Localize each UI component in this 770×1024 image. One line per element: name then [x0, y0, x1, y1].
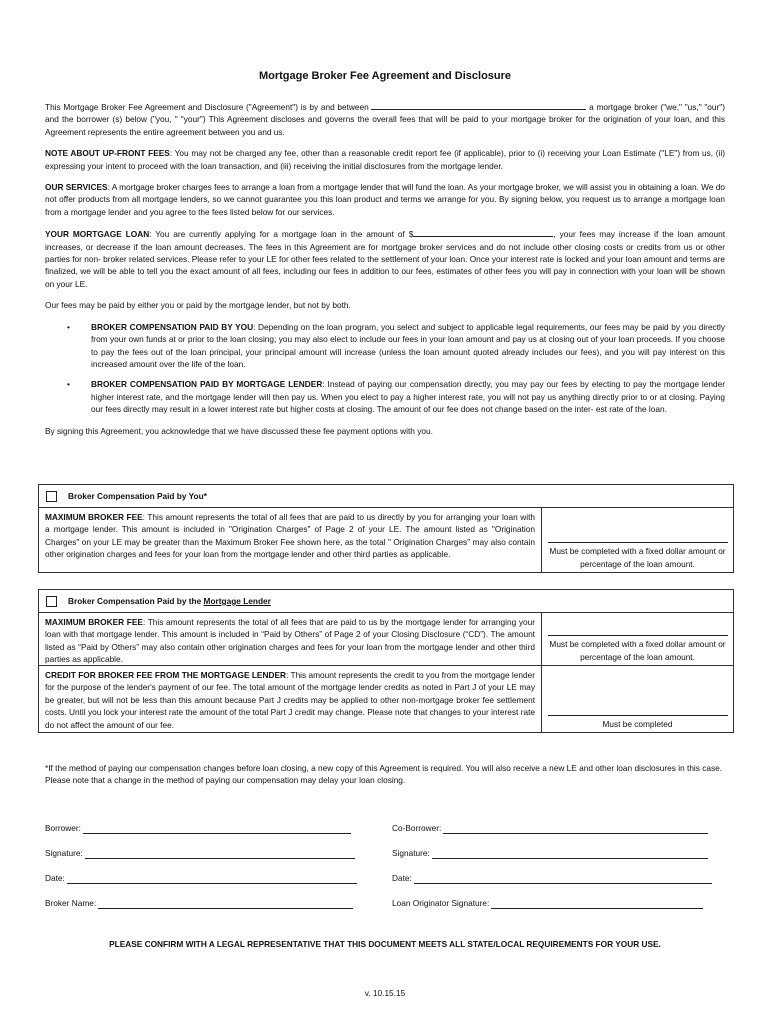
co-borrower-signature-field[interactable]: [432, 848, 708, 859]
table-row: [39, 666, 733, 732]
services-text: : A mortgage broker charges fees to arrange a loan from a mortgage lender that will fund the loan. As your mortgage broker, we will assist you in obtaining a loan. We do not offer products from all mortgage lenders, so we cannot guarantee you this loan product and terms we arrange for you. By signing below, you request us to arrange a mortgage loan from a mortgage lender and you agree to the fees listed below for our services.: [45, 182, 725, 217]
services-paragraph: [45, 181, 725, 218]
legal-confirm-notice: PLEASE CONFIRM WITH A LEGAL REPRESENTATIVE THAT THIS DOCUMENT MEETS ALL STATE/LOCAL REQUIREMENTS FOR YOUR USE.: [109, 939, 661, 949]
borrower-line: [45, 822, 351, 834]
paid-by-you-title: Broker Compensation Paid by You*: [68, 490, 207, 501]
upfront-fees-text: : You may not be charged any fee, other than a reasonable credit report fee (if applicable), prior to (i) receiving your Loan Estimate ("LE") from us, (ii) expressing your intent to proceed with the loan transaction, and (iii) receiving the initial disclosures from the mortgage lender.: [45, 148, 725, 171]
services-label: OUR SERVICES: [45, 182, 108, 193]
paid-by-lender-title-underlined: Mortgage Lender: [203, 595, 271, 606]
upfront-fees-label: NOTE ABOUT UP-FRONT FEES: [45, 148, 170, 159]
loan-label: YOUR MORTGAGE LOAN: [45, 229, 150, 240]
broker-credit-text: : This amount represents the credit to you from the mortgage lender for the purpose of the lender's payment of our fee. The total amount of the mortgage lender credits as noted in Part J of your LE may be greater, but will not be less than this amount because Part J credits may be applied to other non-mortgage broker fee settlement costs. Until you lock your interest rate the amount of the total Part J credit may change. Please note that changes to your interest rate do not affect the amount of our fee.: [45, 670, 535, 730]
paid-by-paragraph: Our fees may be paid by either you or paid by the mortgage lender, but not by both.: [45, 300, 351, 311]
signature-label: Signature:: [45, 848, 83, 858]
date-line-right: [392, 872, 712, 884]
paid-by-you-header: [39, 485, 733, 508]
fee-entry-note: Must be completed with a fixed dollar amount or percentage of the loan amount.: [549, 546, 726, 569]
lender-maximum-fee-cell: [39, 613, 542, 665]
intro-text-b: a mortgage broker ("we," "us," "our") and the borrower (s) below ("you, " "your") This Agreement discloses and governs the overall fees that will be paid to your mortgage broker for the origination of your loan, and this Agreement represents the entire agreement between you and us.: [45, 102, 725, 137]
broker-name-field[interactable]: [98, 898, 353, 909]
originator-signature-line: [392, 897, 703, 909]
co-borrower-date-field[interactable]: [414, 873, 712, 884]
intro-section: [45, 100, 725, 446]
bullet-icon: •: [67, 321, 70, 332]
loan-text-b: , your fees may increase if the loan amount increases, or decrease if the loan amount decreases. The fees in this Agreement are for mortgage broker services and do not include other closing costs or credits from us or other parties for non- broker related services. Please refer to your LE for other fees related to the settlement of your loan. Once your interest rate is locked and your loan amount and terms are finalized, we will be able to tell you the exact amount of all fees, including our fees in addition to our fees, estimates of other fees you will pay in connection with your loan will be shown on your LE.: [45, 229, 725, 289]
signature-line-left: [45, 847, 355, 859]
fee-entry-cell: [542, 508, 733, 572]
option-paid-by-lender-text: : Instead of paying our compensation directly, you may pay our fees by electing to pay the mortgage lender higher interest rate, and the mortgage lender will then pay us. When you elect to pay a higher interest rate, you will not pay us anything directly prior to or at closing. Paying our fees directly may result in a lower interest rate but higher costs at closing. The amount of our fee does not change based on the inter- est rate of the loan.: [91, 379, 725, 415]
version-label: v. 10.15.15: [364, 988, 406, 998]
acknowledge-paragraph: By signing this Agreement, you acknowledge that we have discussed these fee payment options with you.: [45, 425, 433, 436]
lender-fee-amount-field[interactable]: [548, 635, 728, 636]
checkbox-icon[interactable]: [46, 491, 57, 502]
maximum-broker-fee-text: : This amount represents the total of all fees that are paid to us directly by you for arranging your loan with a mortgage lender. This amount is included in "Origination Charges" of Page 2 of your LE. The amount listed as "Origination Charges" on your LE may be greater than the Maximum Broker Fee shown here, as the total " Origination Charges" may also contain other origination charges and fees for your loan from the mortgage lender and other third parties as applicable.: [45, 512, 535, 560]
paid-by-lender-header: [39, 590, 733, 613]
page-title: Mortgage Broker Fee Agreement and Disclosure: [258, 70, 512, 82]
broker-credit-label: CREDIT FOR BROKER FEE FROM THE MORTGAGE LENDER: [45, 670, 286, 680]
co-borrower-field[interactable]: [443, 823, 708, 834]
credit-entry-note: Must be completed: [602, 718, 673, 729]
borrower-field[interactable]: [83, 823, 351, 834]
table-row: [39, 613, 733, 666]
checkbox-icon[interactable]: [46, 596, 57, 607]
loan-text-a: : You are currently applying for a mortgage loan in the amount of $: [149, 229, 414, 240]
upfront-fees-paragraph: [45, 147, 725, 172]
lender-fee-entry-note: Must be completed with a fixed dollar amount or percentage of the loan amount.: [549, 639, 726, 662]
fee-amount-field[interactable]: [548, 542, 728, 543]
loan-paragraph: [45, 227, 725, 290]
broker-name-line: [45, 897, 353, 909]
originator-signature-field[interactable]: [491, 898, 703, 909]
borrower-label: Borrower:: [45, 823, 81, 833]
table-row: [39, 508, 733, 572]
loan-amount-blank[interactable]: [413, 227, 553, 237]
borrower-signature-field[interactable]: [85, 848, 355, 859]
lender-maximum-fee-label: MAXIMUM BROKER FEE: [45, 617, 143, 627]
maximum-broker-fee-cell: [39, 508, 542, 572]
date-label: Date:: [45, 873, 65, 883]
intro-paragraph: [45, 100, 725, 138]
paid-by-lender-box: [38, 589, 734, 733]
broker-name-label: Broker Name:: [45, 898, 97, 908]
compensation-change-note: *If the method of paying our compensation changes before loan closing, a new copy of this Agreement is required. You will also receive a new LE and other loan disclosures in this case. Please note that a change in the method of paying our compensation may delay your loan closing.: [45, 763, 723, 786]
list-item: [45, 378, 725, 415]
broker-name-blank[interactable]: [371, 100, 586, 110]
option-paid-by-lender-label: BROKER COMPENSATION PAID BY MORTGAGE LENDER: [91, 379, 323, 390]
lender-maximum-fee-text: : This amount represents the total of all fees that are paid to us by the mortgage lender for arranging your loan with that mortgage lender. This amount is included in “Paid by Others” of Page 2 of your Closing Disclosure (“CD”). The amount listed as “Paid by Others” may also contain other origination charges and fees for your loan from the mortgage lender and other third parties as applicable.: [45, 617, 535, 665]
signature-line-right: [392, 847, 708, 859]
signature-label: Signature:: [392, 848, 430, 858]
option-paid-by-you-label: BROKER COMPENSATION PAID BY YOU: [91, 321, 254, 332]
broker-credit-cell: [39, 666, 542, 732]
date-line-left: [45, 872, 357, 884]
payment-options-list: [45, 321, 725, 416]
lender-fee-entry-cell: [542, 613, 733, 665]
option-paid-by-you-text: : Depending on the loan program, you select and subject to applicable legal requirements, our fees may be paid by you directly from your own funds at or prior to the loan closing; you may also elect to include our fees in your loan amount and pay us at closing out of your loan proceeds. If you choose to pay the fees out of the loan principal, your principal amount will increase (unless the loan amount quoted already includes our fees), and you will pay interest on this increased amount over the life of the loan.: [91, 321, 726, 369]
bullet-icon: •: [67, 379, 70, 390]
originator-signature-label: Loan Originator Signature:: [392, 898, 490, 908]
borrower-date-field[interactable]: [67, 873, 357, 884]
co-borrower-line: [392, 822, 708, 834]
credit-amount-field[interactable]: [548, 715, 728, 716]
maximum-broker-fee-label: MAXIMUM BROKER FEE: [45, 512, 143, 522]
credit-entry-cell: [542, 666, 733, 732]
paid-by-lender-title: Broker Compensation Paid by the: [68, 595, 204, 606]
intro-text-a: This Mortgage Broker Fee Agreement and Disclosure ("Agreement") is by and between: [45, 102, 369, 112]
date-label: Date:: [392, 873, 412, 883]
list-item: [45, 321, 725, 371]
paid-by-you-box: [38, 484, 734, 573]
co-borrower-label: Co-Borrower:: [392, 823, 442, 833]
